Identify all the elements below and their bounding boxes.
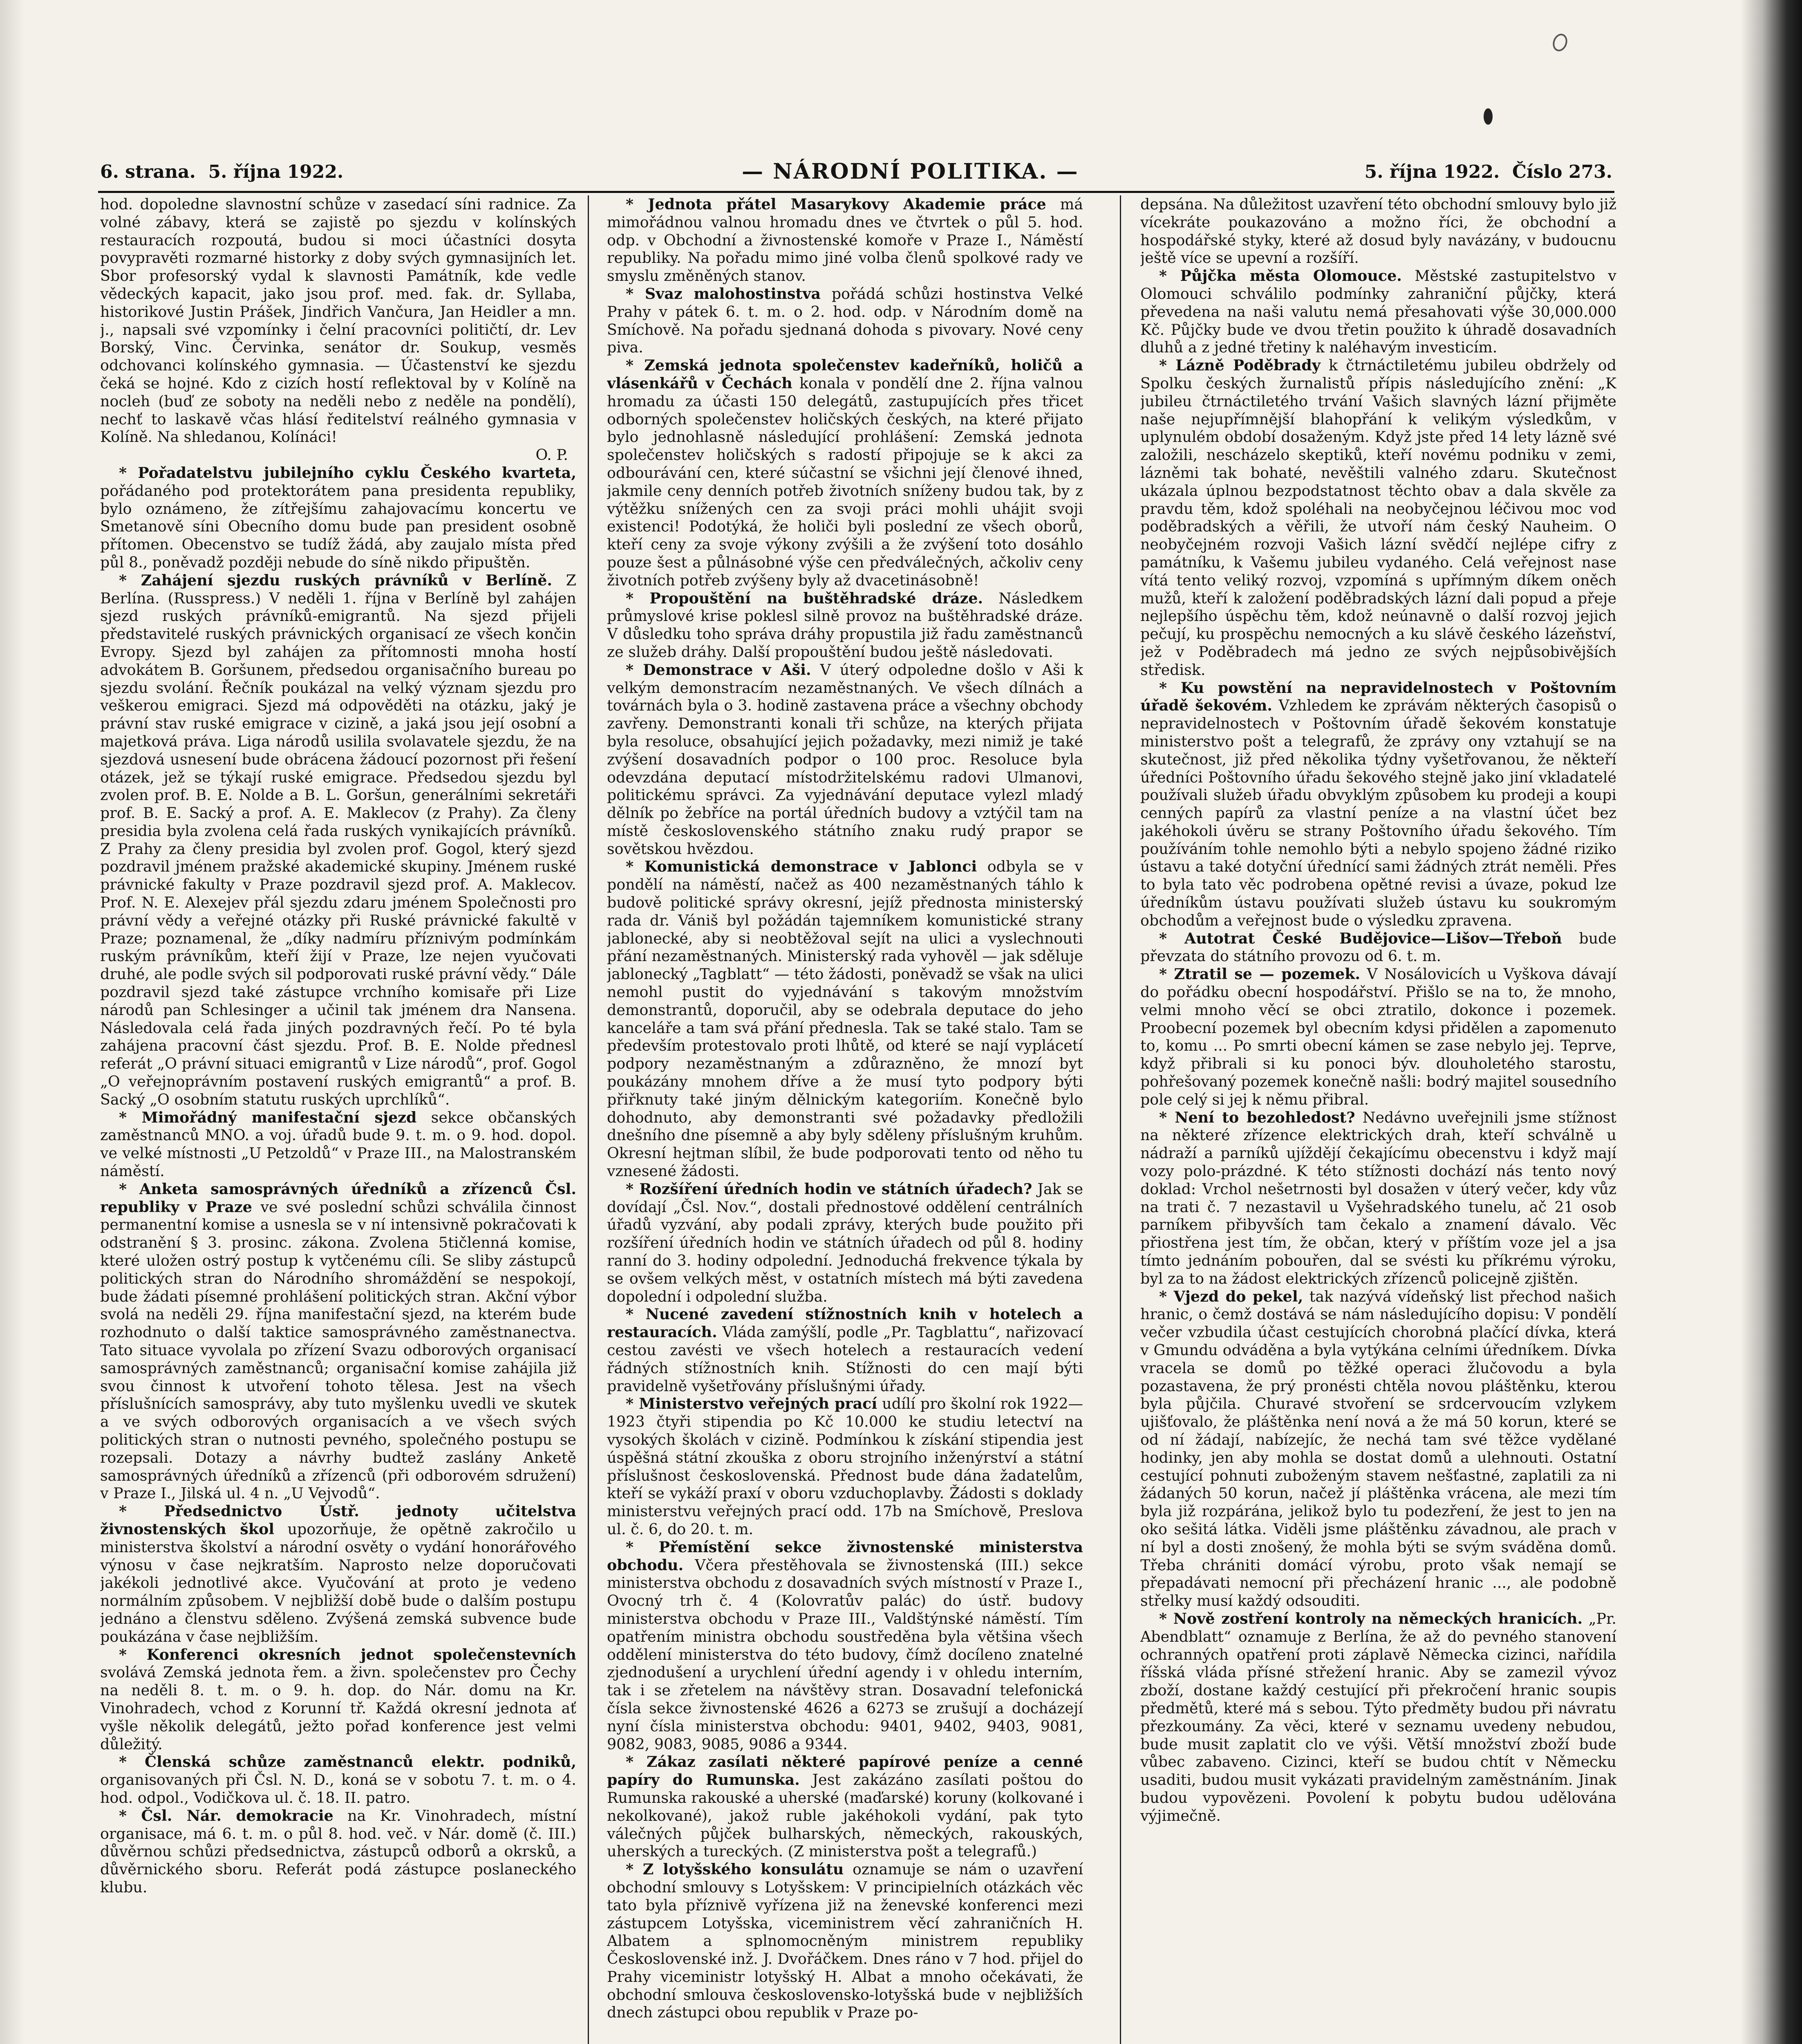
article-text: organisovaných při Čsl. N. D., koná se v sobotu 7. t. m. o 4. hod. odpol., Vodičkova ul. č. 18. II. patro.	[100, 1771, 576, 1806]
article-paragraph	[100, 464, 576, 572]
article-text: oznamuje se nám o uzavření obchodní smlouvy s Lotyšskem: V principielních otázkách věc tato byla příznivě vyřízena již na ženevské konferenci mezi zástupcem Lotyšska, viceministrem věcí zahraničních H. Albatem a splnomocněným ministrem republiky Československé inž. J. Dvořáčkem. Dnes ráno v 7 hod. přijel do Prahy viceministr lotyšský H. Albat a mnoho očekávati, že obchodní smlouva československo-lotyšská bude v nejbližších dnech zástupci obou republik v Praze po-	[607, 1860, 1083, 2022]
article-headline: * Rozšíření úředních hodin ve státních úřadech?	[626, 1180, 1032, 1198]
article-headline: * Nucené zavedení stížnostních knih v hotelech a restauracích.	[607, 1305, 1083, 1341]
article-paragraph	[607, 285, 1083, 356]
article-paragraph	[100, 1753, 576, 1806]
column-2	[607, 195, 1083, 2044]
article-text: Vzhledem ke zprávám některých časopisů o nepravidelnostech v Poštovním úřadě šekovém konstatuje ministerstvo pošt a telegrafů, že zprávy ony vztahují se na skutečnost, již před několika týdny vyšetřovanou, že někteří úředníci Poštovního úřadu šekového stejně jako jiní vkladatelé používali služeb úřadu obvyklým způsobem ku prodeji a koupi cenných papírů za vlastní peníze a na vlastní účet bez jakéhokoli úvěru se strany Poštovního úřadu šekového. Tím používáním tohle nemohlo býti a nebylo spojeno žádné riziko ústavu a také dotyční úřednící sami žádných ztrát neměli. Přes to byla tato věc podrobena opětné revisi a úvaze, pokud lze úředníkům ústavu používati služeb ústavu ku soukromým obchodům a veřejnost bude o výsledku zpravena.	[1140, 697, 1616, 929]
article-paragraph	[1140, 1288, 1616, 1610]
article-headline: * Zemská jednota společenstev kadeřníků, holičů a vlásenkářů v Čechách	[607, 356, 1083, 392]
article-text: Městské zastupitelstvo v Olomouci schválilo podmínky zahraniční půjčky, která převedena na naši valutu nemá přesahovati výše 30,000.000 Kč. Půjčky bude ve dvou třetin použito k úhradě dosavadních dluhů a z jedné třetiny k naléhavým investicím.	[1140, 267, 1616, 356]
article-paragraph	[607, 589, 1083, 661]
article-headline: * Z lotyšského konsulátu	[626, 1860, 844, 1878]
article-paragraph	[100, 1807, 576, 1896]
column-1	[100, 195, 576, 2044]
article-paragraph	[1140, 930, 1616, 966]
article-text: Nedávno uveřejnili jsme stížnost na některé zřízence elektrických drah, kteří schválně u nádraží a parníků ujíždějí čekajícímu obecenstvu i když mají vozy polo-prázdné. K této stížnosti dochází nás tento nový doklad: Vrchol nešetrnosti byl dosažen v úterý večer, kdy vůz na trati č. 7 nezastavil u Vyšehradského tunelu, ač 21 osob parníkem přibyvších tam čekalo a znamení dávalo. Věc přiostřena jest tím, že občan, který v příštím voze jel a jsa tímto jednáním pobouřen, dal se svésti ku příkrému výroku, byl za to na žádost elektrických zřízenců policejně zjištěn.	[1140, 1108, 1616, 1287]
article-headline: * Lázně Poděbrady	[1159, 356, 1321, 374]
pencil-mark	[1551, 32, 1570, 54]
article-headline: * Autotrat České Budějovice—Lišov—Třeboň	[1159, 929, 1562, 947]
article-headline: * Čsl. Nár. demokracie	[119, 1806, 334, 1824]
newspaper-title: — NÁRODNÍ POLITIKA. —	[742, 159, 1079, 184]
article-text: na Kr. Vinohradech, místní organisace, má 6. t. m. o půl 8. hod. več. v Nár. domě (č. III.) důvěrnou schůzi předsednictva, zástupců odborů a okrsků, a důvěrnického sboru. Referát podá zástupce poslaneckého klubu.	[100, 1806, 576, 1896]
article-paragraph	[607, 661, 1083, 858]
article-paragraph	[607, 1305, 1083, 1395]
article-headline: * Mimořádný manifestační sjezd	[119, 1108, 417, 1126]
article-text: O. P.	[535, 446, 568, 464]
header-date-right: 5. října 1922.	[1364, 161, 1500, 182]
header-rule	[98, 191, 1614, 193]
article-text: pořádaného pod protektorátem pana presidenta republiky, bylo oznámeno, že zítřejšímu zahajovacímu koncertu ve Smetanově síni Obecního domu bude pan president osobně přítomen. Obecenstvo se tudíž žádá, aby zaujalo místa před půl 8., poněvadž později nebude do síně nikdo připuštěn.	[100, 482, 576, 571]
article-headline: * Přemístění sekce živnostenské ministerstva obchodu.	[607, 1538, 1083, 1574]
article-headline: * Ministerstvo veřejných prací	[626, 1395, 877, 1413]
article-headline: * Členská schůze zaměstnanců elektr. podniků,	[119, 1753, 576, 1771]
article-paragraph	[607, 1753, 1083, 1860]
article-text: sekce občanských zaměstnanců MNO. a voj. úřadů bude 9. t. m. o 9. hod. dopol. ve velké místnosti „U Petzoldů“ v Praze III., na Malostranském náměstí.	[100, 1108, 576, 1180]
article-text: Z Berlína. (Russpress.) V neděli 1. října v Berlíně byl zahájen sjezd ruských právníků-emigrantů. Na sjezd přijeli představitelé ruských právnických organisací ze všech končin Evropy. Sjezd byl zahájen za přítomnosti mnoha hostí advokátem B. Goršunem, předsedou organisačního bureau po sjezdu svolání. Řečník poukázal na velký význam sjezdu pro veškerou emigraci. Sjezd má odpověděti na otázku, jaký je právní stav ruské emigrace v cizině, a jaká jsou její osobní a majetková práva. Liga národů usilila svolavatele sjezdu, že na sjezdová usnesení bude obrácena žádoucí pozornost při řešení otázek, jež se týkají ruské emigrace. Předsedou sjezdu byl zvolen prof. B. E. Nolde a B. L. Goršun, generálními sekretáři prof. B. E. Sacký a prof. A. E. Maklecov (z Prahy). Za členy presidia byla zvolena celá řada ruských vynikajících právníků. Z Prahy za členy presidia byl zvolen prof. Gogol, který sjezd pozdravil jménem pražské akademické skupiny. Jménem ruské právnické fakulty v Praze pozdravil sjezd prof. A. Maklecov. Prof. N. E. Alexejev přál sjezdu zdaru jménem Společnosti pro právní vědy a veřejné otázky při Ruské právnické fakultě v Praze; poznamenal, že „díky nadmíru příznivým podmínkám ruským právníkům, kteří žijí v Praze, lze nejen vyučovati druhé, ale podle svých sil podporovati ruské právní vědy.“ Dále pozdravil sjezd také zástupce vrchního komisaře při Lize národů pan Schlesinger a učinil tak jménem dra Nansena. Následovala celá řada jiných pozdravných řečí. Po té byla zahájena pracovní část sjezdu. Prof. B. E. Nolde přednesl referát „O právní situaci emigrantů v Lize národů“, prof. Gogol „O veřejnoprávním postavení ruských emigrantů“ a prof. B. Sacký „O osobním statutu ruských uprchlíků“.	[100, 571, 576, 1108]
article-headline: * Předsednictvo Ústř. jednoty učitelstva živnostenských škol	[100, 1502, 576, 1538]
article-text: pořádá schůzi hostinstva Velké Prahy v pátek 6. t. m. o 2. hod. odp. v Národním domě na Smíchově. Na pořadu sjednaná dohoda s pivovary. Nové ceny piva.	[607, 285, 1083, 356]
header-left	[100, 161, 343, 182]
article-paragraph	[607, 1180, 1083, 1306]
article-headline: * Ztratil se — pozemek.	[1159, 965, 1361, 983]
article-headline: * Ku powstění na nepravidelnostech v Poštovním úřadě šekovém.	[1140, 679, 1616, 715]
article-text: Jak se dovídají „Čsl. Nov.“, dostali přednostové oddělení centrálních úřadů vyzvání, aby podali zprávy, kterých bude použito při rozšíření úředních hodin ve státních úřadech od půl 8. hodiny ranní do 3. hodiny odpolední. Jednoduchá frekvence týkala by se ovšem velkých měst, v ostatních místech má býti zavedena dopolední i odpolední služba.	[607, 1180, 1083, 1305]
article-text: udílí pro školní rok 1922—1923 čtyři stipendia po Kč 10.000 ke studiu letectví na vysokých školách v cizině. Podmínkou k získání stipendia jest úspěšná státní zkouška z oboru strojního inženýrství a státní příslušnost československá. Přednost bude dána žadatelům, kteří se vykáží praxí v oboru vzduchoplavby. Žádosti s doklady ministerstvu veřejných prací odd. 17b na Smíchově, Preslova ul. č. 6, do 20. t. m.	[607, 1395, 1083, 1538]
article-headline: * Konferenci okresních jednot společenstevních	[119, 1645, 576, 1663]
article-text: odbyla se v pondělí na náměstí, načež as 400 nezaměstnaných táhlo k budově politické správy okresní, jejíž přednosta ministerský rada dr. Vániš byl požádán tajemníkem komunistické strany jablonecké, aby si neobtěžoval sejít na ulici a vyslechnouti přání nezaměstnaných. Ministerský rada vyhověl — jak sděluje jablonecký „Tagblatt“ — této žádosti, poněvadž se však na ulici nemohl pustit do vyjednávání s takovým množstvím demonstrantů, doporučil, aby se odebrala deputace do jeho kanceláře a tam svá přání přednesla. Tak se také stalo. Tam se především protestovalo proti lhůtě, od které se nají vyplácetí podpory nezaměstnaným a zdůrazněno, že mnozí byt poukázány mnohem dříve a že musí tyto podpory býti přiřknuty také jiným dělnickým kategoriím. Konečně bylo dohodnuto, aby demonstranti své požadavky předložili dnešního dne písemně a aby byly sděleny příslušným kruhům. Okresní hejtman slíbil, že bude podporovati tento od něho tu vznesené žádosti.	[607, 858, 1083, 1180]
header-date-left: 5. října 1922.	[208, 161, 344, 182]
article-paragraph	[607, 1860, 1083, 2022]
article-text: hod. dopoledne slavnostní schůze v zasedací síni radnice. Za volné zábavy, která se zajistě po sjezdu v kolínských restauracích rozpoutá, budou si moci účastníci dosyta povypravěti rozmarné historky z doby svých gymnasijních let. Sbor profesorský vydal k slavnosti Památník, kde vedle vědeckých kapacit, jako jsou prof. med. fak. dr. Syllaba, historikové Justin Prášek, Jindřich Vančura, Jan Heidler a mn. j., napsali své vzpomínky i čelní pracovníci političtí, dr. Lev Borský, Vinc. Červinka, senátor dr. Soukup, vesměs odchovanci kolínského gymnasia. — Účastenství ke sjezdu čeká se hojné. Kdo z cizích hostí reflektoval by v Kolíně na nocleh (buď ze soboty na neděli nebo z neděle na pondělí), nechť to laskavě včas hlásí ředitelství reálného gymnasia v Kolíně. Na shledanou, Kolínáci!	[100, 195, 576, 446]
scan-left-edge	[0, 0, 25, 2044]
article-paragraph	[100, 572, 576, 1109]
article-headline: * Vjezd do pekel,	[1159, 1287, 1303, 1305]
article-headline: * Anketa samosprávných úředníků a zřízenců Čsl. republiky v Praze	[100, 1180, 576, 1216]
article-paragraph	[100, 446, 576, 464]
header-right	[1365, 161, 1612, 182]
article-paragraph	[1140, 267, 1616, 356]
article-headline: * Komunistická demonstrace v Jablonci	[626, 858, 977, 876]
article-paragraph	[1140, 965, 1616, 1108]
article-text: svolává Zemská jednota řem. a živn. společenstev pro Čechy na neděli 8. t. m. o 9. h. dop. do Nár. domu na Kr. Vinohradech, vchod z Korunní tř. Každá okresní jednota ať vyšle několik delegátů, ježto pořad konference jest velmi důležitý.	[100, 1663, 576, 1753]
page-header	[100, 157, 1612, 190]
article-paragraph	[1140, 356, 1616, 679]
article-headline: * Není to bezohledost?	[1159, 1108, 1355, 1126]
article-text: konala v pondělí dne 2. října valnou hromadu za účasti 150 delegátů, zastupujících přes třicet odborných společenstev holičských českých, na které přijato bylo jednohlasně následující prohlášení: Zemská jednota společenstev holičských s radostí připojuje se k akci za odbourávání cen, které súčastní se všichni její členové ihned, jakmile ceny denních potřeb životních sníženy budou tak, by z výtěžku snížených cen za svoji práci mohli uhájit svoji existenci! Podotýká, že holiči byli poslední ze všech oborů, kteří ceny za svoje výkony zvýšili a že zvýšení toto dosáhlo pouze šest a půlnásobné výše cen předválečných, ačkoliv ceny životních potřeb zvýšeny byly až dvacetinásobně!	[607, 374, 1083, 589]
article-paragraph	[1140, 1610, 1616, 1825]
article-text: V Nosálovicích u Vyškova dávají do pořádku obecní hospodářství. Přišlo se na to, že mnoho, velmi mnoho věcí se obci ztratilo, dokonce i pozemek. Proobecní pozemek byl obecním kdysi přidělen a zapomenuto to, komu ... Po smrti obecní kámen se zase nebylo jej. Teprve, když přibrali si ku ponoci býv. dlouholetého starostu, pohřešovaný pozemek konečně našli: bodrý majitel sousedního pole celý si jej k němu přibral.	[1140, 965, 1616, 1108]
column-separator-2	[1120, 195, 1121, 2044]
article-headline: * Půjčka města Olomouce.	[1159, 267, 1402, 285]
article-headline: * Zákaz zasílati některé papírové peníze a cenné papíry do Rumunska.	[607, 1753, 1083, 1789]
article-text: má mimořádnou valnou hromadu dnes ve čtvrtek o půl 5. hod. odp. v Obchodní a živnostenské komoře v Praze I., Náměstí republiky. Na pořadu mimo jiné volba členů spolkové rady ve smyslu změněných stanov.	[607, 195, 1083, 285]
issue-number: Číslo 273.	[1512, 161, 1612, 182]
article-text: ve své poslední schůzi schválila činnost permanentní komise a usnesla se v ní intensivně pokračovati k odstranění § 3. prosinc. zákona. Zvolena 5tičlenná komise, které uložen ostrý postup k vytčenému cíli. Se sliby zástupců politických stran do Národního shromáždění se nespokojí, bude žádati písemné prohlášení politických stran. Akční výbor svolá na neděli 29. října manifestační sjezd, na kterém bude rozhodnuto o další taktice samosprávného zaměstnanectva. Tato situace vyvolala po zřízení Svazu odborových organisací samosprávných zaměstnanců; organisační komise zahájila již svou činnost k utvoření tohoto tělesa. Jest na všech příslušnících samosprávy, aby tuto myšlenku uvedli ve skutek a ve svých odborových organisacích a ve všech svých politických stran o nutnosti pevného, společného postupu se rozepsali. Dotazy a návrhy budtež zaslány Anketě samosprávných úředníků a zřízenců (při odborovém sdružení) v Praze I., Jilská ul. 4 n. „U Vejvodů“.	[100, 1198, 576, 1502]
article-text: depsána. Na důležitost uzavření této obchodní smlouvy bylo již vícekráte poukazováno a možno říci, že obchodní a hospodářské styky, které až dosud byly navázány, v budoucnu ještě více se upevní a rozšíří.	[1140, 195, 1616, 267]
article-text: Následkem průmyslové krise poklesl silně provoz na buštěhradské dráze. V důsledku toho správa dráhy propustila již řadu zaměstnanců ze služeb dráhy. Další propouštění budou ještě následovati.	[607, 589, 1083, 661]
article-headline: * Nově zostření kontroly na německých hranicích.	[1159, 1609, 1583, 1627]
article-text: Vláda zamýšlí, podle „Pr. Tagblattu“, nařizovací cestou zavésti ve všech hotelech a restauracích vedení řádných stížnostních knih. Stížnosti do cen mají býti pravidelně vyšetřovány příslušnými úřady.	[607, 1323, 1083, 1395]
article-headline: * Demonstrace v Aši.	[626, 661, 811, 679]
scan-right-edge	[1741, 0, 1802, 2044]
ink-dot	[1484, 108, 1493, 125]
article-headline: * Zahájení sjezdu ruských právníků v Berlíně.	[119, 571, 553, 589]
article-text: upozorňuje, že opětně zakročilo u ministerstva školství a národní osvěty o vydání honorářového výnosu v čase nejkratším. Naprosto nelze doporučovati jakékoli jednotlivé akce. Vyučování at proto je vedeno normálním způsobem. V nejbližší době bude o dalším postupu jednáno a členstvu sděleno. Zvýšená zemská subvence bude poukázána v čase nejbližším.	[100, 1520, 576, 1645]
article-paragraph	[607, 356, 1083, 589]
article-paragraph	[1140, 195, 1616, 267]
article-paragraph	[100, 1502, 576, 1645]
column-3	[1140, 195, 1616, 2044]
article-paragraph	[1140, 1109, 1616, 1288]
article-paragraph	[100, 195, 576, 446]
article-paragraph	[607, 1395, 1083, 1538]
article-paragraph	[1140, 679, 1616, 930]
article-headline: * Propouštění na buštěhradské dráze.	[626, 589, 983, 607]
article-paragraph	[100, 1646, 576, 1753]
article-text: bude převzata do státního provozu od 6. t. m.	[1140, 929, 1616, 965]
article-text: „Pr. Abendblatt“ oznamuje z Berlína, že až do pevného stanovení ochranných opatření proti záplavě Německa cizinci, nařídila říšská vláda přísné střežení hranic. Aby se zamezil vývoz zboží, dostane každý cestující při překročení hranic soupis předmětů, které má s sebou. Týto předměty budou při návratu přezkoumány. Za věci, které v seznamu uvedeny nebudou, bude musit zaplatit clo ve výši. Větší množství zboží bude vůbec zabaveno. Cizinci, kteří se budou chtít v Německu usaditi, budou musit vykázati pravidelným zaměstnáním. Jinak budou vypovězeni. Povolení k pobytu budou udělována výjimečně.	[1140, 1609, 1616, 1824]
article-headline: * Pořadatelstvu jubilejního cyklu Českého kvarteta,	[119, 464, 576, 482]
article-paragraph	[100, 1180, 576, 1502]
article-paragraph	[607, 858, 1083, 1180]
article-text: k čtrnáctiletému jubileu obdržely od Spolku českých žurnalistů přípis následujícího znění: „K jubileu čtrnáctiletého trvání Vašich slavných lázní přijměte naše nejupřímnější blahopřání k velikým výsledkům, v uplynulém období dosaženým. Když jste před 14 lety lázně své založili, nescházelo skeptiků, kteří novému podniku v zemi, lázněmi tak bohaté, nevěštili valného zdaru. Skutečnost ukázala úplnou bezpodstatnost těchto obav a dala skvěle za pravdu těm, kdož spoléhali na neobyčejnou léčivou moc vod poděbradských a věřili, že utvoří nám český Nauheim. O neobyčejném rozvoji Vašich lázní svědčí nejlépe cifry z památníku, k Vašemu jubileu vydaného. Celá veřejnost nase vítá tento veliký rozvoj, vzpomíná s upřímným díkem oněch mužů, kteří k založení poděbradských lázní dali popud a přeje nejlepšího úspěchu těm, kdož neúnavně o další rozvoj jejich pečují, ku prospěchu nemocných a ku slávě českého lázeňství, jež v Poděbradech má jedno ze svých nejpůsobivějších středisk.	[1140, 356, 1616, 679]
article-text: V úterý odpoledne došlo v Aši k velkým demonstracím nezaměstnaných. Ve všech dílnách a továrnách byla o 3. hodině zastavena práce a všechny obchody zavřeny. Demonstranti konali tři schůze, na kterých přijata byla resoluce, obsahující jejich požadavky, mezi nimiž je také zvýšení dosavadních podpor o 100 proc. Resoluce byla odevzdána deputací místodržitelskému radovi Ulmanovi, politickému správci. Za vyjednávání deputace vylezl mladý dělník po žebříce na portál úředních budovy a vztýčil tam na místě československého státního znaku rudý prapor se sovětskou hvězdou.	[607, 661, 1083, 858]
article-text: tak nazývá vídeňský list přechod našich hranic, o čemž dostává se nám následujícího dopisu: V pondělí večer vzbudila účast cestujících chorobná plačící dívka, která v Gmundu odváděna a byla vytýkána celními úředníkem. Dívka vracela se domů po těžké operaci žlučovodu a byla pozastavena, že prý pronésti chtěla novou pláštěnku, kterou byla půjčila. Churavé stvoření se srdcervoucím vzlykem ujišťovalo, že pláštěnka není nová a že má 50 korun, které se od ní žádají, nabízejíc, že nechá tam své těžce vydělané hodinky, jen aby mohla se dostat domů a ulehnouti. Ostatní cestující pohnuti zuboženým stavem nešťastné, zaplatili za ni žádaných 50 korun, načež jí pláštěnka vrácena, ale mezi tím byla již rozpárána, jelikož bylo tu podezření, že jest to jen na oko sešitá látka. Viděli jsme pláštěnku závadnou, ale prach v ní byl a dosti znošený, že mohla býti se svým sváděna domů. Třeba chrániti domácí výrobu, proto však nemají se přepadávati nemocní při přecházení hranic ..., ale podobně střelky musí každý odsouditi.	[1140, 1287, 1616, 1610]
article-text: Včera přestěhovala se živnostenská (III.) sekce ministerstva obchodu z dosavadních svých místností v Praze I., Ovocný trh č. 4 (Kolovratův palác) do ústř. budovy ministerstva obchodu v Praze III., Valdštýnské náměstí. Tím opatřením ministra obchodu soustředěna byla většina všech oddělení ministerstva do této budovy, čímž docíleno znatelné zjednodušení a urychlení úřední agendy i v ohledu interním, tak i se zřetelem na návštěvy stran. Dosavadní telefonická čísla sekce živnostenské 4626 a 6273 se zrušují a docházejí nyní čísla ministerstva obchodu: 9401, 9402, 9403, 9081, 9082, 9083, 9085, 9086 a 9344.	[607, 1556, 1083, 1753]
page-number: 6. strana.	[100, 161, 196, 182]
article-headline: * Svaz malohostinstva	[626, 285, 821, 303]
column-separator-1	[588, 195, 589, 2044]
article-paragraph	[607, 195, 1083, 285]
article-paragraph	[607, 1538, 1083, 1753]
article-text: Jest zakázáno zasílati poštou do Rumunska rakouské a uherské (maďarské) koruny (kolkované i nekolkované), jakož ruble jakéhokoli vydání, pak tyto válečných půjček bulharských, německých, rakouských, uherských a tureckých. (Z ministerstva pošt a telegrafů.)	[607, 1771, 1083, 1860]
article-headline: * Jednota přátel Masarykovy Akademie práce	[626, 195, 1046, 213]
article-paragraph	[100, 1109, 576, 1180]
